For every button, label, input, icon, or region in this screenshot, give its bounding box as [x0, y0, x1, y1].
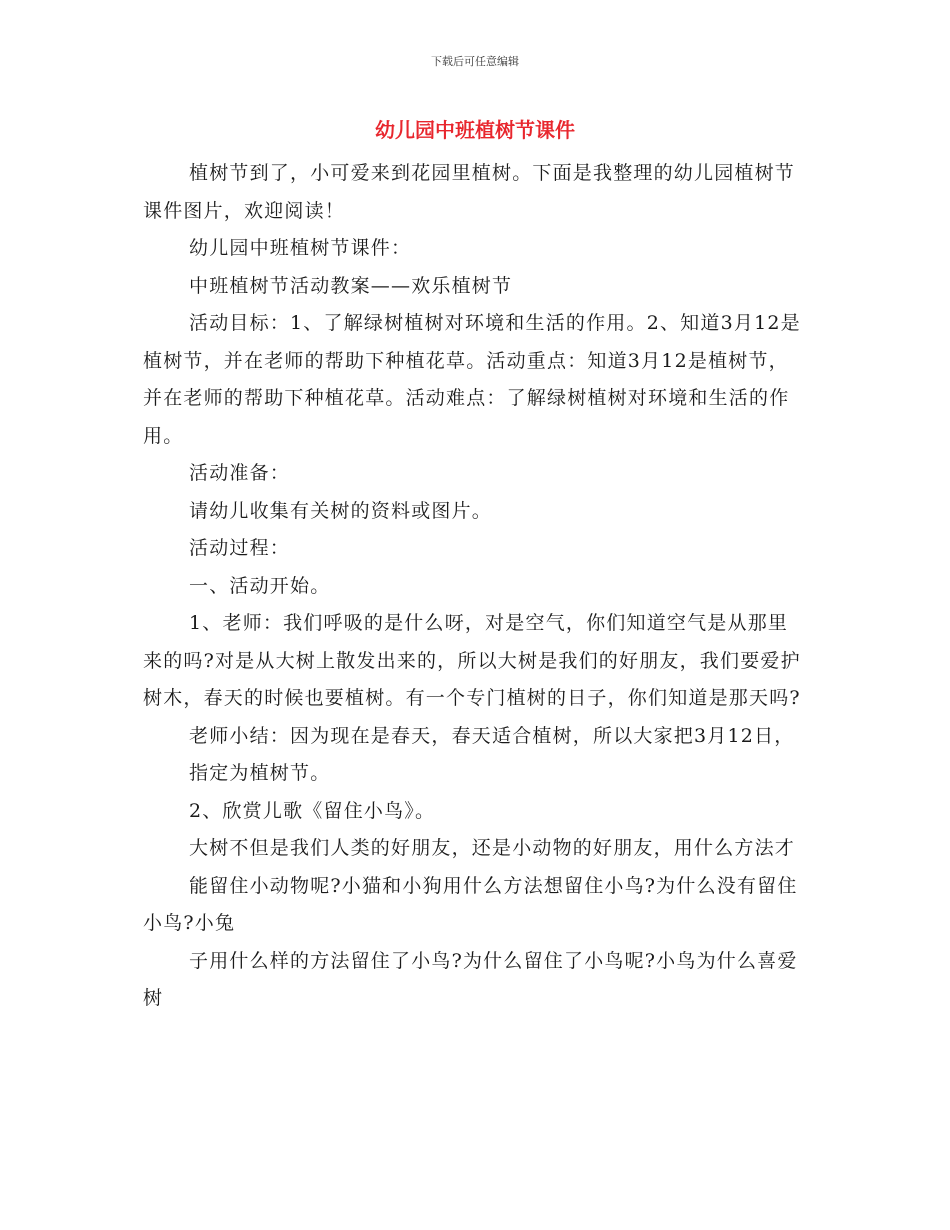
paragraph: 能留住小动物呢?小猫和小狗用什么方法想留住小鸟?为什么没有留住小鸟?小兔 [143, 874, 798, 934]
paragraph: 大树不但是我们人类的好朋友，还是小动物的好朋友，用什么方法才 [189, 837, 796, 859]
paragraph: 一、活动开始。 [189, 574, 331, 597]
page-header-note: 下载后可任意编辑 [431, 55, 519, 68]
paragraph: 子用什么样的方法留住了小鸟?为什么留住了小鸟呢?小鸟为什么喜爱树 [143, 949, 798, 1009]
document-title: 幼儿园中班植树节课件 [375, 118, 575, 142]
paragraph: 植树节到了，小可爱来到花园里植树。下面是我整理的幼儿园植树节课件图片，欢迎阅读！ [143, 162, 796, 222]
paragraph: 活动目标：1、了解绿树植树对环境和生活的作用。2、知道3月12是植树节，并在老师的帮助下种植花草。活动重点：知道3月12是植树节，并在老师的帮助下种植花草。活动难点：了解绿树植树对环境和生活的作用。 [143, 312, 801, 447]
paragraph: 指定为植树节。 [189, 762, 331, 784]
paragraph: 请幼儿收集有关树的资料或图片。 [189, 499, 493, 522]
paragraph: 老师小结：因为现在是春天，春天适合植树，所以大家把3月12日， [189, 724, 795, 747]
paragraph: 幼儿园中班植树节课件： [189, 237, 412, 259]
document-body [143, 155, 808, 1018]
paragraph: 活动准备： [189, 462, 291, 484]
paragraph: 2、欣赏儿歌《留住小鸟》。 [189, 799, 436, 822]
paragraph: 活动过程： [189, 537, 291, 559]
paragraph: 中班植树节活动教案——欢乐植树节 [189, 274, 513, 297]
paragraph: 1、老师：我们呼吸的是什么呀，对是空气，你们知道空气是从那里来的吗?对是从大树上散发出来的，所以大树是我们的好朋友，我们要爱护树木，春天的时候也要植树。有一个专门植树的日子，你们知道是那天吗? [143, 612, 801, 709]
